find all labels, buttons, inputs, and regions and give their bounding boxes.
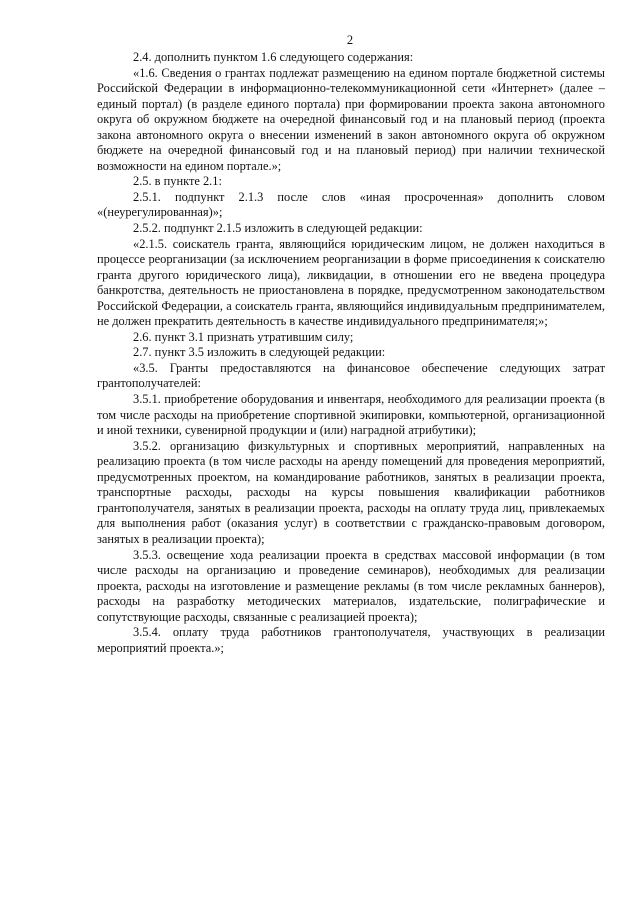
paragraph-3-5-4: 3.5.4. оплату труда работников грантополучателя, участвующих в реализации мероприятий проекта.»; — [97, 625, 605, 655]
paragraph-2-1-5-quote: «2.1.5. соискатель гранта, являющийся юридическим лицом, не должен находиться в процессе реорганизации (за исключением реорганизации в форме присоединения к соискателю гранта другого юридического лица), ликвидации, в отношении его не введена процедура банкротства, деятельность не приостановлена в порядке, предусмотренном законодательством Российской Федерации, а соискатель гранта, являющийся индивидуальным предпринимателем, не должен прекратить деятельность в качестве индивидуального предпринимателя;»; — [97, 236, 605, 329]
paragraph-3-5-2: 3.5.2. организацию физкультурных и спортивных мероприятий, направленных на реализацию проекта (в том числе расходы на аренду помещений для проведения мероприятий, предусмотренных проектом, на командирование работников, занятых в реализации проекта, транспортные расходы, расходы на курсы повышения квалификации работников грантополучателя, занятых в реализации проекта, расходы на оплату труда лиц, привлекаемых для выполнения работ (оказания услуг) в соответствии с гражданско-правовым договором, занятых в реализации проекта); — [97, 438, 605, 546]
paragraph-3-5-quote: «3.5. Гранты предоставляются на финансовое обеспечение следующих затрат грантополучателей: — [97, 360, 605, 391]
document-body — [97, 50, 605, 656]
paragraph-3-5-3: 3.5.3. освещение хода реализации проекта в средствах массовой информации (в том числе расходы на организацию и проведение семинаров), необходимых для реализации проекта, расходы на изготовление и размещение рекламы (в том числе рекламных баннеров), расходы на разработку методических материалов, издательские, полиграфические и сопутствующие расходы, связанные с реализацией проекта); — [97, 547, 605, 624]
paragraph-2-7: 2.7. пункт 3.5 изложить в следующей редакции: — [133, 345, 386, 360]
paragraph-2-5-2: 2.5.2. подпункт 2.1.5 изложить в следующей редакции: — [133, 221, 423, 236]
paragraph-2-6: 2.6. пункт 3.1 признать утратившим силу; — [133, 329, 354, 344]
paragraph-1-6-quote: «1.6. Сведения о грантах подлежат размещению на едином портале бюджетной системы Российской Федерации в информационно-телекоммуникационной сети «Интернет» (далее – единый портал) (в разделе единого портала) при формировании проекта закона автономного округа об окружном бюджете на очередной финансовый год и на плановый период (проекта закона автономного округа о внесении изменений в закон автономного округа об окружном бюджете на очередной финансовый год и на плановый период) при наличии технической возможности на едином портале.»; — [97, 65, 605, 173]
paragraph-2-5-1: 2.5.1. подпункт 2.1.3 после слов «иная просроченная» дополнить словом «(неурегулированная)»; — [97, 189, 605, 220]
paragraph-2-4: 2.4. дополнить пунктом 1.6 следующего содержания: — [133, 50, 414, 64]
paragraph-3-5-1: 3.5.1. приобретение оборудования и инвентаря, необходимого для реализации проекта (в том числе расходы на приобретение спортивной экипировки, компьютерной, организационной и иной техники, сувенирной продукции и (или) наградной атрибутики); — [97, 392, 605, 438]
paragraph-2-5: 2.5. в пункте 2.1: — [133, 174, 222, 189]
page-number: 2 — [346, 33, 354, 47]
